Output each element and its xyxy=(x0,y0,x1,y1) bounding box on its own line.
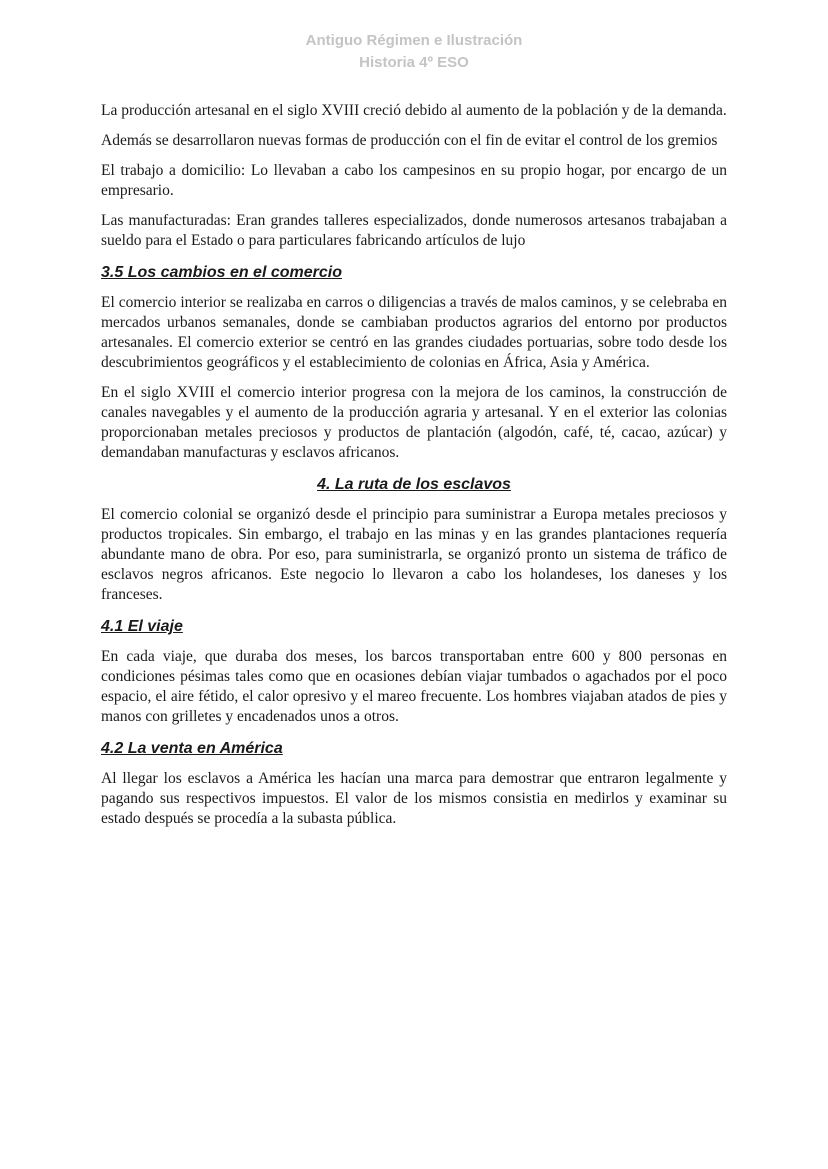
heading-4-1: 4.1 El viaje xyxy=(101,618,183,635)
section-4-paragraph-1: El comercio colonial se organizó desde el principio para suministrar a Europa metales preciosos y productos tropicales. Sin embargo, el trabajo en las minas y en las grandes plantaciones requería abundante mano de obra. Por eso, para suministrarla, se organizó pronto un sistema de tráfico de esclavos negros africanos. Este negocio lo llevaron a cabo los holandeses, los daneses y los franceses. xyxy=(101,506,727,603)
document-body xyxy=(101,101,727,839)
section-3-5-paragraph-1: El comercio interior se realizaba en carros o diligencias a través de malos caminos, y se celebraba en mercados urbanos semanales, donde se cambiaban productos agrarios del entorno por productos artesanales. El comercio exterior se centró en las grandes ciudades portuarias, sobre todo desde los descubrimientos geográficos y el establecimiento de colonias en África, Asia y América. xyxy=(101,294,727,371)
intro-paragraph-1: La producción artesanal en el siglo XVIII creció debido al aumento de la población y de la demanda. xyxy=(101,102,727,119)
heading-4: 4. La ruta de los esclavos xyxy=(317,476,511,493)
heading-4-2: 4.2 La venta en América xyxy=(101,740,283,757)
header-subtitle: Historia 4º ESO xyxy=(359,54,469,71)
intro-paragraph-2: Además se desarrollaron nuevas formas de producción con el fin de evitar el control de los gremios xyxy=(101,132,718,149)
section-3-5-paragraph-2: En el siglo XVIII el comercio interior progresa con la mejora de los caminos, la construcción de canales navegables y el aumento de la producción agraria y artesanal. Y en el exterior las colonias proporcionaban metales preciosos y productos de plantación (algodón, café, té, cacao, azúcar) y demandaban manufacturas y esclavos africanos. xyxy=(101,384,727,461)
intro-paragraph-3: El trabajo a domicilio: Lo llevaban a cabo los campesinos en su propio hogar, por encargo de un empresario. xyxy=(101,162,727,199)
intro-paragraph-4: Las manufacturadas: Eran grandes talleres especializados, donde numerosos artesanos trabajaban a sueldo para el Estado o para particulares fabricando artículos de lujo xyxy=(101,212,727,249)
header-title: Antiguo Régimen e Ilustración xyxy=(305,32,523,49)
page-header xyxy=(0,30,828,74)
section-4-2-paragraph-1: Al llegar los esclavos a América les hacían una marca para demostrar que entraron legalmente y pagando sus respectivos impuestos. El valor de los mismos consistia en medirlos y examinar su estado después se procedía a la subasta pública. xyxy=(101,770,727,827)
heading-3-5: 3.5 Los cambios en el comercio xyxy=(101,264,342,281)
section-4-1-paragraph-1: En cada viaje, que duraba dos meses, los barcos transportaban entre 600 y 800 personas en condiciones pésimas tales como que en ocasiones debían viajar tumbados o agachados por el poco espacio, el aire fétido, el calor opresivo y el mareo frecuente. Los hombres viajaban atados de pies y manos con grilletes y encadenados unos a otros. xyxy=(101,648,727,725)
